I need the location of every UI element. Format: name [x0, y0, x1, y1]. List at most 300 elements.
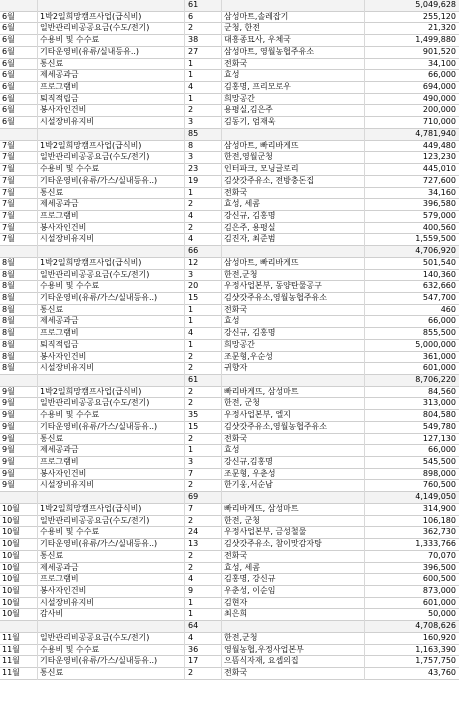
- count-cell: 17: [188, 656, 199, 666]
- month-cell: 9월: [2, 480, 15, 490]
- item-cell: 제세공과금: [40, 445, 79, 455]
- vendor-cell: 빠리바게뜨, 삼성마트: [224, 386, 299, 396]
- item-cell: 통신료: [40, 433, 64, 443]
- month-cell: 11월: [2, 667, 20, 677]
- count-cell: 19: [188, 175, 199, 185]
- month-cell: 10월: [2, 597, 20, 607]
- amount-cell: 901,520: [422, 46, 456, 56]
- table-row[interactable]: [0, 645, 459, 657]
- vendor-cell: 조문형,우순성: [224, 351, 273, 361]
- table-row[interactable]: [0, 574, 459, 586]
- count-cell: 1: [188, 70, 194, 80]
- count-cell: 6: [188, 11, 194, 21]
- count-cell: 1: [188, 339, 194, 349]
- item-cell: 기타운영비(유류/가스/실내등유..): [40, 421, 158, 431]
- amount-cell: 123,230: [422, 152, 456, 162]
- table-row[interactable]: [0, 12, 459, 24]
- amount-cell: 127,130: [422, 433, 456, 443]
- amount-cell: 84,560: [428, 386, 456, 396]
- vendor-cell: 희망공간: [224, 93, 255, 103]
- item-cell: 수용비 및 수수료: [40, 527, 100, 537]
- vendor-cell: 김샷갓주유소, 전방충돈집: [224, 175, 315, 185]
- month-cell: 8월: [2, 339, 15, 349]
- month-cell: 7월: [2, 187, 15, 197]
- month-cell: [2, 492, 30, 503]
- count-cell: 8: [188, 140, 194, 150]
- amount-cell: 4,706,920: [415, 246, 456, 256]
- amount-cell: 4,708,626: [415, 621, 456, 631]
- item-cell: 봉사자인건비: [40, 585, 87, 595]
- item-cell: 봉사자인건비: [40, 105, 87, 115]
- count-cell: 4: [188, 632, 194, 642]
- amount-cell: 501,540: [422, 257, 456, 267]
- count-cell: 4: [188, 210, 194, 220]
- item-cell: 1박2일희망캠프사업(급식비): [40, 503, 142, 513]
- item-cell: 프로그램비: [40, 574, 79, 584]
- table-row[interactable]: [0, 609, 459, 621]
- item-cell: 시설장비유지비: [40, 597, 95, 607]
- month-cell: 7월: [2, 175, 15, 185]
- count-cell: 35: [188, 410, 199, 420]
- vendor-cell: 인터파크, 모닝글로리: [224, 164, 299, 174]
- table-row[interactable]: [0, 656, 459, 668]
- count-cell: 38: [188, 35, 199, 45]
- item-cell: 시설장비유지비: [40, 363, 95, 373]
- item-cell: 일반관리비공공요금(수도/전기): [40, 152, 150, 162]
- table-row[interactable]: [0, 516, 459, 528]
- amount-cell: 361,000: [422, 351, 456, 361]
- amount-cell: 855,500: [422, 328, 456, 338]
- amount-cell: 1,499,880: [415, 35, 456, 45]
- count-cell: 15: [188, 421, 199, 431]
- amount-cell: 66,000: [428, 70, 456, 80]
- month-cell: 9월: [2, 421, 15, 431]
- amount-cell: 34,100: [428, 58, 456, 68]
- table-row[interactable]: [0, 633, 459, 645]
- amount-cell: 66,000: [428, 445, 456, 455]
- count-cell: 1: [188, 304, 194, 314]
- amount-cell: 313,000: [422, 398, 456, 408]
- vendor-cell: 김샷갓주유소, 참이맛감자탕: [224, 539, 322, 549]
- month-cell: 6월: [2, 70, 15, 80]
- vendor-cell: 김샷갓주유소,영월농협주유소: [224, 421, 328, 431]
- item-cell: [40, 375, 180, 386]
- vendor-cell: 빠리바게뜨, 삼성마트: [224, 503, 299, 513]
- amount-cell: 255,120: [422, 11, 456, 21]
- table-row[interactable]: [0, 70, 459, 82]
- subtotal-row[interactable]: [0, 492, 459, 504]
- amount-cell: 200,000: [422, 105, 456, 115]
- vendor-cell: 김은주, 용평실: [224, 222, 276, 232]
- month-cell: 7월: [2, 210, 15, 220]
- vendor-cell: 용평실,김은주: [224, 105, 273, 115]
- month-cell: 8월: [2, 281, 15, 291]
- table-row[interactable]: [0, 434, 459, 446]
- vendor-cell: 우정사업본부, 금성철물: [224, 527, 307, 537]
- table-row[interactable]: [0, 316, 459, 328]
- vendor-cell: [224, 246, 362, 257]
- vendor-cell: 전화국: [224, 667, 248, 677]
- count-cell: 23: [188, 164, 199, 174]
- table-row[interactable]: [0, 270, 459, 282]
- table-row[interactable]: [0, 422, 459, 434]
- count-cell: 15: [188, 292, 199, 302]
- count-cell: 7: [188, 503, 194, 513]
- count-cell: 1: [188, 609, 194, 619]
- table-row[interactable]: [0, 105, 459, 117]
- month-cell: 7월: [2, 164, 15, 174]
- table-row[interactable]: [0, 328, 459, 340]
- table-row[interactable]: [0, 23, 459, 35]
- amount-cell: 362,730: [422, 527, 456, 537]
- count-cell: 2: [188, 480, 194, 490]
- item-cell: 시설장비유지비: [40, 234, 95, 244]
- amount-cell: 600,500: [422, 574, 456, 584]
- amount-cell: 601,000: [422, 363, 456, 373]
- count-cell: 2: [188, 398, 194, 408]
- count-cell: 1: [188, 187, 194, 197]
- vendor-cell: 효성, 세콤: [224, 562, 260, 572]
- item-cell: [40, 492, 180, 503]
- vendor-cell: 김홍명, 프리모로우: [224, 82, 291, 92]
- subtotal-row[interactable]: [0, 375, 459, 387]
- count-cell: 12: [188, 257, 199, 267]
- table-row[interactable]: [0, 563, 459, 575]
- count-cell: 2: [188, 562, 194, 572]
- amount-cell: 4,149,050: [415, 492, 456, 502]
- vendor-cell: [224, 375, 362, 386]
- item-cell: 수용비 및 수수료: [40, 281, 100, 291]
- count-cell: 1: [188, 93, 194, 103]
- vendor-cell: 우정사업본부, 엘지: [224, 410, 291, 420]
- count-cell: 3: [188, 457, 194, 467]
- month-cell: 10월: [2, 539, 20, 549]
- vendor-cell: 강신규,김홍명: [224, 457, 273, 467]
- count-cell: 2: [188, 550, 194, 560]
- table-row[interactable]: [0, 457, 459, 469]
- vendor-cell: 삼성마트, 빠리바게뜨: [224, 140, 299, 150]
- table-row[interactable]: [0, 387, 459, 399]
- table-row[interactable]: [0, 188, 459, 200]
- month-cell: 8월: [2, 292, 15, 302]
- vendor-cell: 김현자: [224, 597, 248, 607]
- month-cell: 6월: [2, 93, 15, 103]
- table-row[interactable]: [0, 141, 459, 153]
- item-cell: 제세공과금: [40, 70, 79, 80]
- month-cell: 8월: [2, 304, 15, 314]
- subtotal-row[interactable]: [0, 621, 459, 633]
- item-cell: 시설장비유지비: [40, 117, 95, 127]
- amount-cell: 314,900: [422, 503, 456, 513]
- vendor-cell: 귀향자: [224, 363, 248, 373]
- item-cell: 통신료: [40, 58, 64, 68]
- vendor-cell: 효성, 세콤: [224, 199, 260, 209]
- item-cell: 통신료: [40, 187, 64, 197]
- month-cell: 8월: [2, 351, 15, 361]
- table-row[interactable]: [0, 305, 459, 317]
- month-cell: 6월: [2, 58, 15, 68]
- table-row[interactable]: [0, 59, 459, 71]
- month-cell: 10월: [2, 550, 20, 560]
- vendor-cell: 대흥종묘사, 우체국: [224, 35, 291, 45]
- table-row[interactable]: [0, 199, 459, 211]
- item-cell: 1박2일희망캠프사업(급식비): [40, 11, 142, 21]
- table-row[interactable]: [0, 47, 459, 59]
- item-cell: [40, 129, 180, 140]
- item-cell: 수용비 및 수수료: [40, 35, 100, 45]
- table-row[interactable]: [0, 258, 459, 270]
- amount-cell: 396,580: [422, 199, 456, 209]
- item-cell: [40, 246, 180, 257]
- month-cell: 6월: [2, 82, 15, 92]
- subtotal-row[interactable]: [0, 129, 459, 141]
- count-cell: 4: [188, 328, 194, 338]
- vendor-cell: 전화국: [224, 304, 248, 314]
- table-row[interactable]: [0, 504, 459, 516]
- table-row[interactable]: [0, 211, 459, 223]
- vendor-cell: 한전, 군청: [224, 515, 260, 525]
- vendor-cell: 김진자, 최준범: [224, 234, 276, 244]
- item-cell: 프로그램비: [40, 210, 79, 220]
- amount-cell: 43,760: [428, 667, 456, 677]
- vendor-cell: 김동기, 엄재욱: [224, 117, 276, 127]
- item-cell: 기타운영비(유류/가스/실내등유..): [40, 175, 158, 185]
- table-row[interactable]: [0, 234, 459, 246]
- item-cell: 기타운영비(유류/가스/실내등유..): [40, 539, 158, 549]
- item-cell: 제세공과금: [40, 562, 79, 572]
- item-cell: 봉사자인건비: [40, 468, 87, 478]
- amount-cell: 445,010: [422, 164, 456, 174]
- column-divider: [37, 0, 38, 680]
- subtotal-row[interactable]: [0, 0, 459, 12]
- table-row[interactable]: [0, 293, 459, 305]
- amount-cell: 70,070: [428, 550, 456, 560]
- table-row[interactable]: [0, 223, 459, 235]
- table-row[interactable]: [0, 551, 459, 563]
- vendor-cell: 군청, 한전: [224, 23, 260, 33]
- amount-cell: 1,757,750: [415, 656, 456, 666]
- month-cell: 11월: [2, 632, 20, 642]
- item-cell: 1박2일희망캠프사업(급식비): [40, 386, 142, 396]
- amount-cell: 1,559,500: [415, 234, 456, 244]
- item-cell: 퇴직적립금: [40, 93, 79, 103]
- amount-cell: 396,500: [422, 562, 456, 572]
- count-cell: 64: [188, 621, 199, 631]
- item-cell: [40, 621, 180, 632]
- count-cell: 2: [188, 23, 194, 33]
- item-cell: 봉사자인건비: [40, 351, 87, 361]
- count-cell: 2: [188, 433, 194, 443]
- item-cell: 통신료: [40, 667, 64, 677]
- month-cell: 9월: [2, 398, 15, 408]
- amount-cell: 1,163,390: [415, 644, 456, 654]
- count-cell: 3: [188, 269, 194, 279]
- vendor-cell: 김샷갓주유소,영월농협주유소: [224, 292, 328, 302]
- count-cell: 24: [188, 527, 199, 537]
- month-cell: 8월: [2, 269, 15, 279]
- count-cell: 1: [188, 445, 194, 455]
- month-cell: 6월: [2, 117, 15, 127]
- table-row[interactable]: [0, 117, 459, 129]
- table-row[interactable]: [0, 598, 459, 610]
- month-cell: 9월: [2, 457, 15, 467]
- month-cell: 11월: [2, 644, 20, 654]
- subtotal-row[interactable]: [0, 246, 459, 258]
- month-cell: 8월: [2, 363, 15, 373]
- table-row[interactable]: [0, 82, 459, 94]
- month-cell: 10월: [2, 503, 20, 513]
- vendor-cell: 효성: [224, 445, 240, 455]
- month-cell: 10월: [2, 527, 20, 537]
- count-cell: 3: [188, 152, 194, 162]
- amount-cell: 1,333,766: [415, 539, 456, 549]
- item-cell: 일반관리비공공요금(수도/전기): [40, 23, 150, 33]
- amount-cell: 50,000: [428, 609, 456, 619]
- item-cell: 통신료: [40, 304, 64, 314]
- table-row[interactable]: [0, 94, 459, 106]
- column-divider: [184, 0, 185, 680]
- item-cell: 일반관리비공공요금(수도/전기): [40, 515, 150, 525]
- item-cell: 1박2일희망캠프사업(급식비): [40, 257, 142, 267]
- item-cell: 수용비 및 수수료: [40, 644, 100, 654]
- count-cell: 2: [188, 222, 194, 232]
- month-cell: 10월: [2, 609, 20, 619]
- table-row[interactable]: [0, 668, 459, 680]
- month-cell: [2, 621, 30, 632]
- item-cell: 시설장비유지비: [40, 480, 95, 490]
- count-cell: 7: [188, 468, 194, 478]
- table-row[interactable]: [0, 363, 459, 375]
- amount-cell: 8,706,220: [415, 375, 456, 384]
- vendor-cell: 우정사업본부, 동양탄물공구: [224, 281, 322, 291]
- amount-cell: 66,000: [428, 316, 456, 326]
- vendor-cell: 삼성마트,솔레잡기: [224, 11, 289, 21]
- month-cell: 6월: [2, 46, 15, 56]
- table-row[interactable]: [0, 352, 459, 364]
- vendor-cell: 전화국: [224, 433, 248, 443]
- table-row[interactable]: [0, 527, 459, 539]
- vendor-cell: 전화국: [224, 550, 248, 560]
- table-row[interactable]: [0, 469, 459, 481]
- count-cell: 20: [188, 281, 199, 291]
- item-cell: 프로그램비: [40, 457, 79, 467]
- vendor-cell: 전화국: [224, 58, 248, 68]
- item-cell: [40, 0, 180, 11]
- count-cell: 61: [188, 375, 199, 384]
- month-cell: [2, 0, 30, 11]
- amount-cell: 460: [440, 304, 456, 314]
- table-row[interactable]: [0, 445, 459, 457]
- amount-cell: 710,000: [422, 117, 456, 127]
- month-cell: 9월: [2, 433, 15, 443]
- vendor-cell: 삼성마트, 빠리바게뜨: [224, 257, 299, 267]
- amount-cell: 547,700: [422, 292, 456, 302]
- count-cell: 85: [188, 128, 199, 138]
- table-row[interactable]: [0, 539, 459, 551]
- item-cell: 수용비 및 수수료: [40, 410, 100, 420]
- count-cell: 4: [188, 574, 194, 584]
- table-row[interactable]: [0, 152, 459, 164]
- table-row[interactable]: [0, 176, 459, 188]
- amount-cell: 694,000: [422, 82, 456, 92]
- amount-cell: 490,000: [422, 93, 456, 103]
- item-cell: 감사비: [40, 609, 64, 619]
- item-cell: 퇴직적립금: [40, 339, 79, 349]
- item-cell: 기타운영비(유류/실내등유..): [40, 46, 140, 56]
- amount-cell: 549,780: [422, 421, 456, 431]
- vendor-cell: 전화국: [224, 187, 248, 197]
- amount-cell: 140,360: [422, 269, 456, 279]
- month-cell: 8월: [2, 257, 15, 267]
- count-cell: 66: [188, 246, 199, 256]
- column-divider: [221, 0, 222, 680]
- table-row[interactable]: [0, 586, 459, 598]
- amount-cell: 106,180: [422, 515, 456, 525]
- count-cell: 1: [188, 58, 194, 68]
- amount-cell: 760,500: [422, 480, 456, 490]
- amount-cell: 727,600: [422, 175, 456, 185]
- vendor-cell: 최은희: [224, 609, 248, 619]
- month-cell: 7월: [2, 234, 15, 244]
- amount-cell: 898,000: [422, 468, 456, 478]
- count-cell: 1: [188, 597, 194, 607]
- item-cell: 통신료: [40, 550, 64, 560]
- item-cell: 프로그램비: [40, 82, 79, 92]
- table-row[interactable]: [0, 480, 459, 492]
- item-cell: 일반관리비공공요금(수도/전기): [40, 269, 150, 279]
- vendor-cell: [224, 0, 362, 11]
- vendor-cell: 강신규, 김홍명: [224, 210, 276, 220]
- table-row[interactable]: [0, 340, 459, 352]
- table-row[interactable]: [0, 35, 459, 47]
- month-cell: 8월: [2, 316, 15, 326]
- count-cell: 61: [188, 0, 199, 9]
- count-cell: 27: [188, 46, 199, 56]
- month-cell: 10월: [2, 574, 20, 584]
- month-cell: 6월: [2, 105, 15, 115]
- count-cell: 36: [188, 644, 199, 654]
- month-cell: 9월: [2, 386, 15, 396]
- table-row[interactable]: [0, 410, 459, 422]
- item-cell: 제세공과금: [40, 199, 79, 209]
- month-cell: 7월: [2, 199, 15, 209]
- table-row[interactable]: [0, 281, 459, 293]
- amount-cell: 5,000,000: [415, 339, 456, 349]
- month-cell: 11월: [2, 656, 20, 666]
- item-cell: 수용비 및 수수료: [40, 164, 100, 174]
- month-cell: 9월: [2, 445, 15, 455]
- month-cell: 8월: [2, 328, 15, 338]
- vendor-cell: 효성: [224, 316, 240, 326]
- vendor-cell: 조문형, 우춘성: [224, 468, 276, 478]
- month-cell: 7월: [2, 222, 15, 232]
- vendor-cell: 한기웅,서순남: [224, 480, 273, 490]
- vendor-cell: 효성: [224, 70, 240, 80]
- count-cell: 2: [188, 351, 194, 361]
- count-cell: 2: [188, 667, 194, 677]
- count-cell: 2: [188, 386, 194, 396]
- count-cell: 3: [188, 117, 194, 127]
- item-cell: 기타운영비(유류/가스/실내등유..): [40, 292, 158, 302]
- item-cell: 일반관리비공공요금(수도/전기): [40, 398, 150, 408]
- month-cell: 10월: [2, 562, 20, 572]
- month-cell: [2, 375, 30, 386]
- vendor-cell: 한전,군청: [224, 632, 258, 642]
- month-cell: [2, 246, 30, 257]
- table-row[interactable]: [0, 164, 459, 176]
- vendor-cell: 으뜸식자재, 요셉의집: [224, 656, 299, 666]
- table-row[interactable]: [0, 398, 459, 410]
